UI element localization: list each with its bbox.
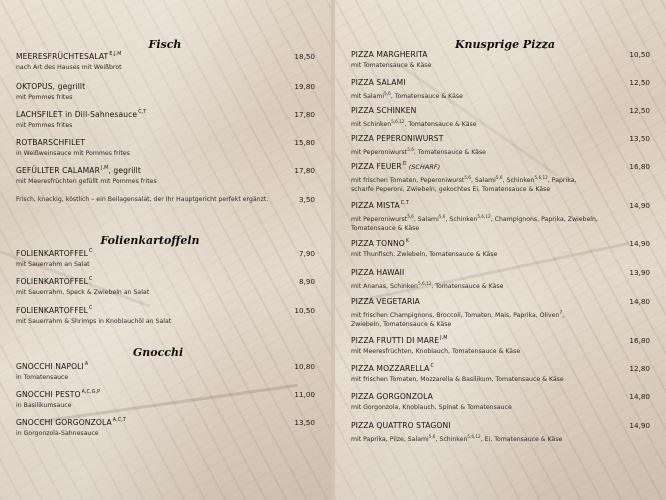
item-description: in Gorgonzola-Sahnesauce	[16, 430, 99, 437]
item-price: 19,80	[294, 82, 315, 91]
menu-item	[16, 390, 315, 410]
item-price: 10,50	[629, 50, 650, 59]
item-description: mit Sauerrahm & Shrimps in Knoblauchöl an Salat	[16, 318, 172, 325]
item-description: in Basilikumsauce	[16, 402, 72, 409]
item-price: 10,80	[294, 362, 315, 371]
item-price: 13,50	[294, 418, 315, 427]
item-description: mit Ananas, Schinken$^{5,6,12}$, Tomatensauce & Käse	[351, 281, 504, 290]
menu-item	[16, 110, 315, 130]
item-name: LACHSFILET in Dill-Sahnesauce$^{C,T}$	[16, 110, 147, 119]
item-name: PIZZA SALAMI	[351, 78, 406, 87]
item-price: 13,50	[629, 134, 650, 143]
item-price: 3,50	[298, 195, 315, 204]
item-description: mit Schinken$^{5,6,12}$, Tomatensauce & Käse	[351, 119, 477, 128]
menu-item	[16, 277, 315, 297]
menu-item	[16, 138, 315, 158]
pizza-item	[351, 392, 650, 412]
pizza-item	[351, 297, 650, 329]
pizza-item	[351, 162, 650, 194]
item-name: PIZZA $TONNO^K$	[351, 239, 410, 248]
item-description: mit Gorgonzola, Knoblauch, Spinat & Tomatensauce	[351, 404, 512, 411]
item-description: mit Meeresfrüchten, Knoblauch, Tomatensauce & Käse	[351, 348, 521, 355]
section-title-gnocchi: Gnocchi	[132, 346, 184, 359]
item-price: 16,80	[629, 336, 650, 345]
item-name: $FOLIENKARTOFFEL^C$	[16, 249, 93, 258]
pizza-item	[351, 268, 650, 291]
item-description: mit Peperoniwurst$^{5,6}$, Tomatensauce & Käse	[351, 147, 486, 156]
item-price: 12,80	[629, 364, 650, 373]
item-name: $MEERESFRÜCHTESALAT^{E,J,M}$	[16, 52, 122, 61]
item-description: mit frischen Tomaten, Mozzarella & Basilikum, Tomatensauce & Käse	[351, 376, 564, 383]
item-price: 12,50	[629, 78, 650, 87]
menu-item	[16, 306, 315, 326]
item-name: PIZZA $MISTA^{C,T}$	[351, 201, 409, 210]
item-name: PIZZA QUATTRO STAGONI	[351, 421, 451, 430]
item-name: GNOCCHI $PESTO^{A,C,G,P}$	[16, 390, 101, 399]
item-price: 14,90	[629, 421, 650, 430]
pizza-item	[351, 134, 650, 157]
menu-page-right	[335, 0, 666, 500]
item-price: 7,90	[298, 249, 315, 258]
item-description: mit Pommes frites	[16, 94, 73, 101]
item-name: PIZZA FRUTTI DI $MARE^{J,M}$	[351, 336, 448, 345]
item-price: 13,90	[629, 268, 650, 277]
item-name: PIZZA HAWAII	[351, 268, 405, 277]
menu-item	[16, 249, 315, 269]
section-title-folienkartoffeln: Folienkartoffeln	[100, 234, 200, 247]
menu-item	[16, 418, 315, 438]
item-price: 17,80	[294, 110, 315, 119]
item-name: PIZZA SCHINKEN	[351, 106, 417, 115]
item-description: mit Peperoniwurst$^{5,6}$, Salami$^{5,6}$, Schinken$^{5,6,12}$, Champignons, Paprika, Zwiebeln, Tomatensauce & Käse	[351, 214, 598, 232]
item-description: mit Thunfisch, Zwiebeln, Tomatensauce & Käse	[351, 251, 498, 258]
menu-item	[16, 52, 315, 72]
item-price: 8,90	[298, 277, 315, 286]
item-name: GNOCCHI $NAPOLI^A$	[16, 362, 89, 371]
menu-item	[16, 166, 315, 186]
item-price: 14,80	[629, 297, 650, 306]
item-description: in Weißweinsauce mit Pommes frites	[16, 150, 130, 157]
pizza-item	[351, 106, 650, 129]
item-description: mit Salami$^{5,6}$, Tomatensauce & Käse	[351, 91, 463, 100]
item-description: mit Tomatensauce & Käse	[351, 62, 432, 69]
item-price: 14,80	[629, 392, 650, 401]
pizza-item	[351, 201, 650, 233]
item-price: 17,80	[294, 166, 315, 175]
item-description: mit Sauerrahm an Salat	[16, 261, 90, 268]
item-price: 16,80	[629, 162, 650, 171]
menu-item	[16, 362, 315, 382]
item-description: in Tomatensauce	[16, 374, 69, 381]
item-name: $FOLIENKARTOFFEL^C$	[16, 306, 93, 315]
item-price: 12,50	[629, 106, 650, 115]
item-price: 10,50	[294, 306, 315, 315]
item-name: PIZZA $FEUER^D$ (SCHARF)	[351, 162, 441, 171]
item-name: PIZZA MARGHERITA	[351, 50, 428, 59]
menu-item	[16, 82, 315, 102]
section-title-fisch: Fisch	[148, 38, 182, 51]
pizza-item	[351, 239, 650, 259]
pizza-item	[351, 364, 650, 384]
pizza-item	[351, 78, 650, 101]
item-price: 14,90	[629, 201, 650, 210]
item-name: OKTOPUS, gegrillt	[16, 82, 86, 91]
item-name: PIZZA GORGONZOLA	[351, 392, 433, 401]
pizza-item	[351, 50, 650, 70]
item-price: 14,90	[629, 239, 650, 248]
item-description: mit frischen Tomaten, Peperoniwurst$^{5,6}$, Salami$^{5,6}$, Schinken$^{5,6,12}$, Paprika, scharfe Peperoni, Zwiebeln, gekochtes Ei, Tomatensauce & Käse	[351, 175, 577, 193]
item-description: Frisch, knackig, köstlich – ein Beilagensalat, der Ihr Hauptgericht perfekt ergänzt.	[16, 196, 269, 203]
item-description: mit Pommes frites	[16, 122, 73, 129]
item-price: 18,50	[294, 52, 315, 61]
item-name: GEFÜLLTER $CALAMAR^{J,M}$, gegrillt	[16, 166, 141, 175]
item-description: mit Meeresfrüchten gefüllt mit Pommes frites	[16, 178, 157, 185]
item-price: 15,80	[294, 138, 315, 147]
item-description: nach Art des Hauses mit Weißbrot	[16, 64, 122, 71]
item-name: ROTBARSCHFILET	[16, 138, 86, 147]
pizza-item	[351, 336, 650, 356]
item-description: mit Paprika, Pilze, Salami$^{5,6}$, Schinken$^{5,6,12}$, Ei, Tomatensauce & Käse	[351, 434, 563, 443]
item-price: 11,00	[294, 390, 315, 399]
item-description: mit Sauerrahm, Speck & Zwiebeln an Salat	[16, 289, 150, 296]
item-name: PIZZA $MOZZARELLA^C$	[351, 364, 434, 373]
side-salad-note	[16, 195, 315, 204]
pizza-item	[351, 421, 650, 444]
menu-page-left	[0, 0, 331, 500]
item-name: $FOLIENKARTOFFEL^C$	[16, 277, 93, 286]
item-name: PIZZA PEPERONIWURST	[351, 134, 444, 143]
section-title-pizza: Knusprige Pizza	[454, 38, 555, 51]
item-description: mit frischen Champignons, Broccoli, Tomaten, Mais, Paprika, Oliven$^7$, Zwiebeln, Tomatensauce & Käse	[351, 310, 565, 328]
item-name: PIZZA VEGETARIA	[351, 297, 420, 306]
item-name: GNOCCHI $GORGONZOLA^{A,C,T}$	[16, 418, 126, 427]
